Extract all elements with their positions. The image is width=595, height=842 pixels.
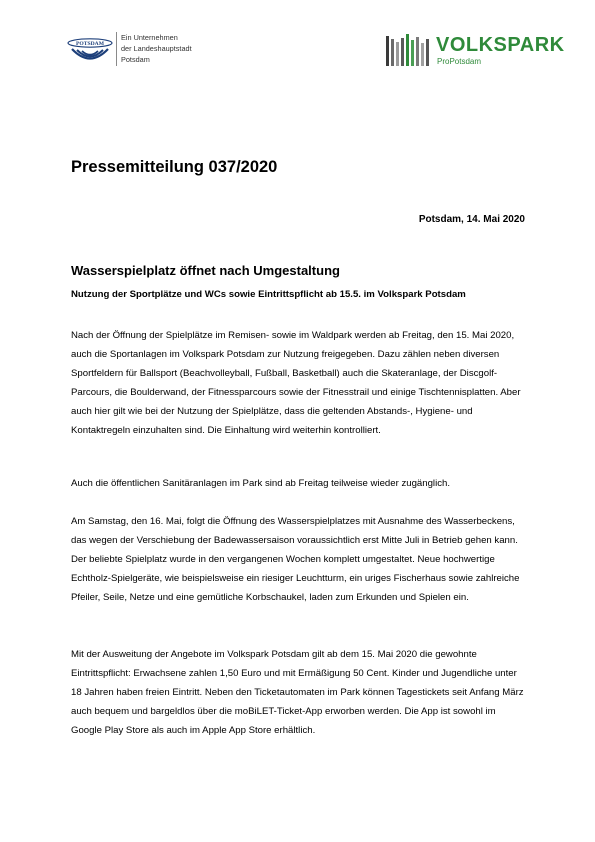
body-paragraph (71, 512, 526, 607)
page-title: Pressemitteilung 037/2020 (71, 158, 278, 176)
paragraph-text: Am Samstag, den 16. Mai, folgt die Öffnung des Wasserspielplatzes mit Ausnahme des Wasserbeckens, das wegen der Verschiebung der Badewassersaison voraussichtlich erst Mitte Juli in Betrieb gehen kann. Der beliebte Spielplatz wurde in den vergangenen Wochen komplett umgestaltet. Neue hochwertige Echtholz-Spielgeräte, wie beispielsweise ein riesiger Leuchtturm, ein uriges Fischerhaus sowie zahlreiche Pfeiler, Seile, Netze und eine gemütliche Korbschaukel, laden zum Erkunden und Spielen ein. (71, 516, 520, 603)
volkspark-logo-icon (386, 34, 434, 68)
wordmark-park: PARK (507, 34, 565, 56)
svg-text:POTSDAM: POTSDAM (76, 41, 104, 48)
header-tagline-line: Potsdam (121, 55, 150, 64)
header-divider (116, 32, 117, 66)
paragraph-text: Nach der Öffnung der Spielplätze im Remisen- sowie im Waldpark werden ab Freitag, den 15. Mai 2020, auch die Sportanlagen im Volkspark Potsdam zur Nutzung freigegeben. Dazu zählen neben diversen Sportfeldern für Ballsport (Beachvolleyball, Fußball, Basketball) auch die Skateranlage, der Discgolf-Parcours, die Boulderwand, der Fitnessparcours sowie der Fitnesstrail und einige Tischtennisplatten. Aber auch hier gilt wie bei der Nutzung der Spielplätze, dass die geltenden Abstands-, Hygiene- und Kontaktregeln einzuhalten sind. Die Einhaltung wird weiterhin kontrolliert. (71, 330, 521, 436)
subheadline: Nutzung der Sportplätze und WCs sowie Eintrittspflicht ab 15.5. im Volkspark Potsdam (71, 289, 466, 300)
paragraph-text: Auch die öffentlichen Sanitäranlagen im Park sind ab Freitag teilweise wieder zugänglich. (71, 478, 450, 489)
header-tagline-line: Ein Unternehmen (121, 33, 178, 42)
wordmark-volks: VOLKS (436, 34, 508, 56)
body-paragraph (71, 474, 526, 493)
body-paragraph (71, 645, 526, 740)
volkspark-wordmark (436, 34, 565, 56)
paragraph-text: Mit der Ausweitung der Angebote im Volkspark Potsdam gilt ab dem 15. Mai 2020 die gewohnte Eintrittspflicht: Erwachsene zahlen 1,50 Euro und mit Ermäßigung 50 Cent. Kinder und Jugendliche unter 18 Jahren haben freien Eintritt. Neben den Ticketautomaten im Park können Tagestickets seit Anfang März auch bequem und bargeldlos über die moBiLET-Ticket-App erworben werden. Die App ist sowohl im Google Play Store als auch im Apple App Store erhältlich. (71, 649, 524, 736)
header-tagline-line: der Landeshauptstadt (121, 44, 192, 53)
release-date: Potsdam, 14. Mai 2020 (418, 214, 525, 225)
header-tagline (121, 32, 192, 65)
volkspark-subtitle: ProPotsdam (437, 57, 482, 66)
body-paragraph (71, 326, 526, 440)
potsdam-city-logo-icon (66, 32, 114, 66)
headline: Wasserspielplatz öffnet nach Umgestaltung (71, 263, 340, 278)
